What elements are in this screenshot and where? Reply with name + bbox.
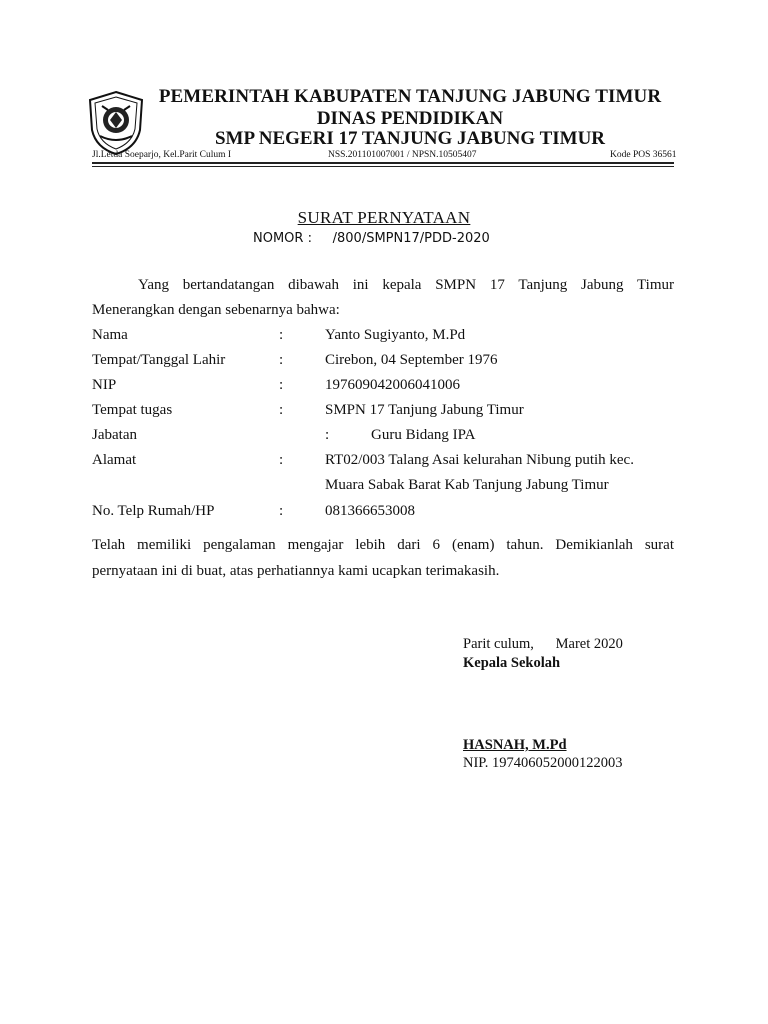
field-value-ttl: Cirebon, 04 September 1976 xyxy=(325,352,498,368)
field-colon: : xyxy=(279,352,284,368)
field-colon: : xyxy=(279,402,284,418)
field-colon: : xyxy=(279,377,284,393)
field-label-alamat: Alamat xyxy=(92,452,137,468)
field-colon: : xyxy=(279,327,284,343)
school-nss-npsn: NSS.201101007001 / NPSN.10505407 xyxy=(328,150,477,160)
letterhead-school: SMP NEGERI 17 TANJUNG JABUNG TIMUR xyxy=(214,128,606,149)
field-label-nama: Nama xyxy=(92,327,128,343)
field-value-tempat-tugas: SMPN 17 Tanjung Jabung Timur xyxy=(325,402,524,418)
field-colon: : xyxy=(325,427,330,443)
school-postcode: Kode POS 36561 xyxy=(610,150,677,160)
field-label-telp: No. Telp Rumah/HP xyxy=(92,503,215,519)
field-colon: : xyxy=(279,452,284,468)
field-label-tempat-tugas: Tempat tugas xyxy=(92,402,173,418)
field-value-nip: 197609042006041006 xyxy=(325,377,460,393)
regency-emblem-icon xyxy=(86,90,146,156)
field-label-jabatan: Jabatan xyxy=(92,427,137,443)
field-label-ttl: Tempat/Tanggal Lahir xyxy=(92,352,226,368)
field-value-jabatan: Guru Bidang IPA xyxy=(371,427,476,443)
field-label-nip: NIP xyxy=(92,377,117,393)
school-address: Jl.Letda Soeparjo, Kel.Parit Culum I xyxy=(92,150,232,160)
letterhead-government: PEMERINTAH KABUPATEN TANJUNG JABUNG TIMUR xyxy=(158,86,662,107)
document-number xyxy=(253,231,490,246)
intro-line-1: Yang bertandatangan dibawah ini kepala SMPN 17 Tanjung Jabung Timur xyxy=(138,277,674,293)
field-value-alamat: RT02/003 Talang Asai kelurahan Nibung putih kec. xyxy=(325,452,634,468)
field-value-alamat-line-2: Muara Sabak Barat Kab Tanjung Jabung Timur xyxy=(325,477,609,493)
letterhead-rule-thick xyxy=(92,162,674,164)
letterhead-department: DINAS PENDIDIKAN xyxy=(316,108,504,129)
signature-position: Kepala Sekolah xyxy=(463,655,561,671)
signature-place-date: Parit culum, Maret 2020 xyxy=(463,636,623,652)
field-value-telp: 081366653008 xyxy=(325,503,415,519)
document-title: SURAT PERNYATAAN xyxy=(297,208,471,227)
closing-line-2: pernyataan ini di buat, atas perhatiannya kami ucapkan terimakasih. xyxy=(92,563,500,579)
letterhead-rule-thin xyxy=(92,166,674,167)
document-number-value: /800/SMPN17/PDD-2020 xyxy=(332,231,490,246)
signature-nip: NIP. 197406052000122003 xyxy=(463,755,623,771)
field-value-nama: Yanto Sugiyanto, M.Pd xyxy=(325,327,466,343)
field-colon: : xyxy=(279,503,284,519)
closing-line-1: Telah memiliki pengalaman mengajar lebih dari 6 (enam) tahun. Demikianlah surat xyxy=(92,537,674,553)
intro-line-2: Menerangkan dengan sebenarnya bahwa: xyxy=(92,302,340,318)
signature-name: HASNAH, M.Pd xyxy=(463,737,567,753)
document-number-label: NOMOR : xyxy=(253,231,312,246)
